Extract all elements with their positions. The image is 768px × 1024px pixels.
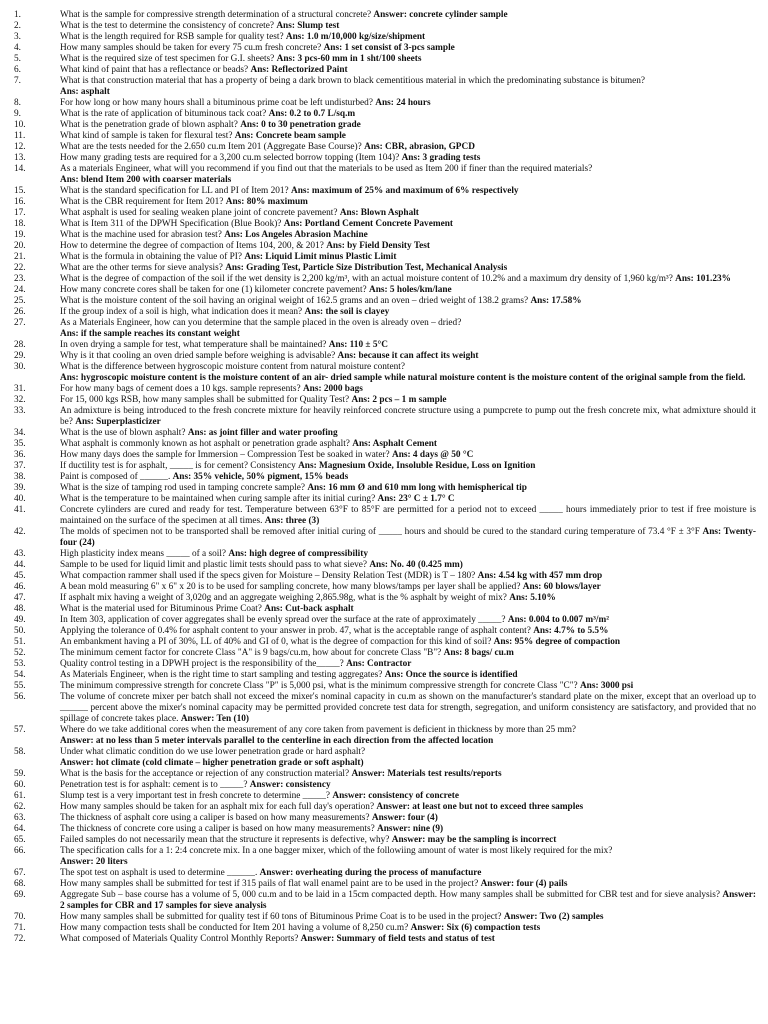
qa-item — [0, 318, 756, 340]
answer-text: Ans: Concrete beam sample — [234, 131, 346, 141]
answer-text: Ans: 110 ± 5°C — [328, 340, 388, 350]
item-number: 50. — [14, 626, 26, 636]
answer-text: Answer: consistency — [249, 780, 331, 790]
qa-item — [0, 43, 756, 54]
qa-item — [0, 263, 756, 274]
answer-text: Ans: 2 pcs – 1 m sample — [351, 395, 447, 405]
qa-item — [0, 626, 756, 637]
qa-item — [0, 131, 756, 142]
qa-item — [0, 32, 756, 43]
qa-item — [0, 450, 756, 461]
qa-item — [0, 769, 756, 780]
answer-text: Answer: Materials test results/reports — [351, 769, 502, 779]
item-number: 21. — [14, 252, 26, 262]
item-number: 19. — [14, 230, 26, 240]
answer-text: Answer: Two (2) samples — [503, 912, 604, 922]
question-text: How many samples should be taken for every 75 cu.m fresh concrete? — [60, 43, 322, 53]
question-text: Paint is composed of ______. — [60, 472, 171, 482]
question-text: In oven drying a sample for test, what temperature shall be maintained? — [60, 340, 327, 350]
answer-text: Ans: 60 blows/layer — [522, 582, 601, 592]
item-number: 63. — [14, 813, 26, 823]
question-text: The molds of specimen not to be transported shall be removed after initial curing of _____ hours and should be cured to the standard curing temperature of 73.4 °F ± 3°F — [60, 527, 700, 537]
answer-text: Ans: Portland Cement Concrete Pavement — [283, 219, 453, 229]
qa-item — [0, 692, 756, 725]
qa-item — [0, 835, 756, 846]
answer-text: Answer: at no less than 5 meter intervals parallel to the centerline in each direction from the affected location — [60, 736, 494, 746]
item-number: 70. — [14, 912, 26, 922]
question-text: How many days does the sample for Immersion – Compression Test be soaked in water? — [60, 450, 390, 460]
qa-item — [0, 648, 756, 659]
question-text: As Materials Engineer, when is the right time to start sampling and testing aggregates? — [60, 670, 383, 680]
question-text: What is the material used for Bituminous Prime Coat? — [60, 604, 262, 614]
question-text: Slump test is a very important test in fresh concrete to determine _____? — [60, 791, 331, 801]
item-number: 58. — [14, 747, 26, 757]
answer-text: Ans: 16 mm Ø and 610 mm long with hemispherical tip — [307, 483, 527, 493]
question-text: What asphalt is commonly known as hot asphalt or penetration grade asphalt? — [60, 439, 350, 449]
answer-text: Ans: 95% degree of compaction — [493, 637, 621, 647]
question-text: Why is it that cooling an oven dried sample before weighing is advisable? — [60, 351, 336, 361]
item-number: 3. — [14, 32, 21, 42]
item-number: 46. — [14, 582, 26, 592]
answer-text: Ans: three (3) — [264, 516, 320, 526]
answer-text: Answer: concrete cylinder sample — [373, 10, 508, 20]
question-text: How many grading tests are required for a 3,200 cu.m selected borrow topping (Item 104)? — [60, 153, 400, 163]
answer-text: Ans: CBR, abrasion, GPCD — [364, 142, 475, 152]
answer-text: Ans: Magnesium Oxide, Insoluble Residue, Loss on Ignition — [298, 461, 536, 471]
item-number: 30. — [14, 362, 26, 372]
item-number: 20. — [14, 241, 26, 251]
item-number: 61. — [14, 791, 26, 801]
qa-item — [0, 824, 756, 835]
answer-text: Answer: may be the sampling is incorrect — [391, 835, 557, 845]
qa-item — [0, 120, 756, 131]
question-text: What is the difference between hygroscopic moisture content from natural moisture content? — [60, 362, 405, 372]
question-text: How many samples shall be submitted for quality test if 60 tons of Bituminous Prime Coat is to be used in the project? — [60, 912, 502, 922]
item-number: 51. — [14, 637, 26, 647]
question-text: What kind of sample is taken for flexural test? — [60, 131, 233, 141]
item-number: 43. — [14, 549, 26, 559]
question-text: A bean mold measuring 6" x 6" x 20 is to be used for sampling concrete, how many blows/tamps per layer shall be applied? — [60, 582, 521, 592]
question-text: For 15, 000 kgs RSB, how many samples shall be submitted for Quality Test? — [60, 395, 350, 405]
question-text: High plasticity index means _____ of a soil? — [60, 549, 227, 559]
qa-item — [0, 560, 756, 571]
question-text: The volume of concrete mixer per batch shall not exceed the mixer's nominal capacity in cu.m as shown on the manufacturer's standard plate on the mixer, except that an overload up to ______ percent above the mixer's nominal capacity may be permitted provided concrete test data for strength, segregation, and uniform consistency are satisfactory, and provided that no spillage of concrete takes place. — [60, 692, 756, 724]
answer-text: Ans: Blown Asphalt — [339, 208, 419, 218]
answer-text: Ans: maximum of 25% and maximum of 6% respectively — [290, 186, 519, 196]
item-number: 8. — [14, 98, 21, 108]
qa-item — [0, 406, 756, 428]
answer-text: Ans: 2000 bags — [302, 384, 363, 394]
answer-text: Answer: four (4) pails — [480, 879, 568, 889]
item-number: 67. — [14, 868, 26, 878]
question-text: The minimum compressive strength for concrete Class "P" is 5,000 psi, what is the minimum compressive strength for concrete Class "C"? — [60, 681, 578, 691]
answer-text: Ans: 5.10% — [509, 593, 556, 603]
question-text: What is the length required for RSB sample for quality test? — [60, 32, 284, 42]
answer-text: Answer: overheating during the process of manufacture — [259, 868, 482, 878]
qa-item — [0, 439, 756, 450]
answer-text: Ans: as joint filler and water proofing — [187, 428, 338, 438]
question-text: In Item 303, application of cover aggregates shall be evenly spread over the surface at the rate of approximately _____? — [60, 615, 506, 625]
item-number: 39. — [14, 483, 26, 493]
answer-text: Ans: Grading Test, Particle Size Distribution Test, Mechanical Analysis — [225, 263, 508, 273]
qa-list — [0, 10, 756, 945]
item-number: 45. — [14, 571, 26, 581]
answer-text: Ans: 35% vehicle, 50% pigment, 15% beads — [172, 472, 349, 482]
qa-item — [0, 362, 756, 384]
answer-text: Ans: 17.58% — [530, 296, 582, 306]
question-text: An embankment having a PI of 30%, LL of 40% and GI of 0, what is the degree of compaction for this kind of soil? — [60, 637, 492, 647]
answer-text: Ans: 4.54 kg with 457 mm drop — [477, 571, 603, 581]
question-text: Quality control testing in a DPWH project is the responsibility of the_____? — [60, 659, 344, 669]
answer-text: Ans: Cut-back asphalt — [264, 604, 354, 614]
question-text: An admixture is being introduced to the fresh concrete mixture for heavily reinforced concrete structure using a pumpcrete to pump out the fresh concrete mix, what admixture should it be? — [60, 406, 756, 427]
qa-item — [0, 351, 756, 362]
answer-text: Ans: No. 40 (0.425 mm) — [369, 560, 463, 570]
question-text: What is the moisture content of the soil having an original weight of 162.5 grams and an oven – dried weight of 138.2 grams? — [60, 296, 529, 306]
qa-item — [0, 670, 756, 681]
answer-text: Ans: Reflectorized Paint — [250, 65, 348, 75]
question-text: How many samples shall be submitted for test if 315 pails of flat wall enamel paint are to be used in the project? — [60, 879, 479, 889]
answer-text: Answer: nine (9) — [377, 824, 444, 834]
item-number: 66. — [14, 846, 26, 856]
question-text: If asphalt mix having a weight of 3,020g and an aggregate weighing 2,865.98g, what is the % asphalt by weight of mix? — [60, 593, 507, 603]
question-text: The thickness of concrete core using a caliper is based on how many measurements? — [60, 824, 375, 834]
answer-text: Ans: because it can affect its weight — [337, 351, 479, 361]
question-text: What are the other terms for sieve analysis? — [60, 263, 223, 273]
item-number: 54. — [14, 670, 26, 680]
qa-item — [0, 494, 756, 505]
answer-text: Ans: asphalt — [60, 87, 110, 97]
question-text: How many concrete cores shall be taken for one (1) kilometer concrete pavement? — [60, 285, 367, 295]
answer-text: Ans: 3000 psi — [579, 681, 634, 691]
qa-item — [0, 307, 756, 318]
question-text: What is the use of blown asphalt? — [60, 428, 186, 438]
answer-text: Ans: 5 holes/km/lane — [369, 285, 452, 295]
item-number: 37. — [14, 461, 26, 471]
item-number: 12. — [14, 142, 26, 152]
question-text: Applying the tolerance of 0.4% for asphalt content to your answer in prob. 47, what is the acceptable range of asphalt content? — [60, 626, 531, 636]
qa-item — [0, 604, 756, 615]
qa-item — [0, 791, 756, 802]
answer-text: Answer: Ten (10) — [180, 714, 249, 724]
answer-text: Ans: the soil is clayey — [304, 307, 390, 317]
item-number: 17. — [14, 208, 26, 218]
qa-item — [0, 340, 756, 351]
qa-item — [0, 54, 756, 65]
question-text: What is the machine used for abrasion test? — [60, 230, 222, 240]
answer-text: Ans: 1 set consist of 3-pcs sample — [323, 43, 455, 53]
item-number: 10. — [14, 120, 26, 130]
answer-text: Ans: Asphalt Cement — [352, 439, 437, 449]
qa-item — [0, 681, 756, 692]
answer-text: Answer: four (4) — [371, 813, 438, 823]
item-number: 44. — [14, 560, 26, 570]
answer-text: Ans: 80% maximum — [225, 197, 308, 207]
question-text: Where do we take additional cores when the measurement of any core taken from pavement is deficient in thickness by more than 25 mm? — [60, 725, 577, 735]
item-number: 48. — [14, 604, 26, 614]
question-text: As a materials Engineer, what will you recommend if you find out that the materials to be used as Item 200 if finer than the required materials? — [60, 164, 593, 174]
qa-item — [0, 164, 756, 186]
answer-text: Ans: 23° C ± 1.7° C — [377, 494, 455, 504]
answer-text: Ans: 3 grading tests — [401, 153, 481, 163]
qa-item — [0, 846, 756, 868]
item-number: 14. — [14, 164, 26, 174]
answer-text: Ans: Once the source is identified — [384, 670, 518, 680]
item-number: 32. — [14, 395, 26, 405]
qa-item — [0, 10, 756, 21]
item-number: 65. — [14, 835, 26, 845]
answer-text: Answer: 20 liters — [60, 857, 128, 867]
question-text: If ductility test is for asphalt, _____ is for cement? Consistency — [60, 461, 296, 471]
qa-item — [0, 21, 756, 32]
question-text: Penetration test is for asphalt: cement is to _____? — [60, 780, 248, 790]
answer-text: Ans: 4.7% to 5.5% — [533, 626, 609, 636]
qa-item — [0, 780, 756, 791]
question-text: What kind of paint that has a reflectance or beads? — [60, 65, 249, 75]
item-number: 13. — [14, 153, 26, 163]
question-text: What is the temperature to be maintained when curing sample after its initial curing? — [60, 494, 376, 504]
qa-item — [0, 802, 756, 813]
item-number: 56. — [14, 692, 26, 702]
qa-item — [0, 527, 756, 549]
answer-text: Answer: at least one but not to exceed three samples — [376, 802, 584, 812]
question-text: What is the formula in obtaining the value of PI? — [60, 252, 243, 262]
question-text: The minimum cement factor for concrete Class "A" is 9 bags/cu.m, how about for concrete Class "B"? — [60, 648, 442, 658]
question-text: What is the test to determine the consistency of concrete? — [60, 21, 275, 31]
question-text: What is the rate of application of bituminous tack coat? — [60, 109, 267, 119]
item-number: 6. — [14, 65, 21, 75]
item-number: 26. — [14, 307, 26, 317]
item-number: 69. — [14, 890, 26, 900]
answer-text: Ans: Slump test — [276, 21, 340, 31]
item-number: 22. — [14, 263, 26, 273]
qa-item — [0, 395, 756, 406]
answer-text: Ans: 3 pcs-60 mm in 1 sht/100 sheets — [276, 54, 422, 64]
answer-text: Ans: 1.0 m/10,000 kg/size/shipment — [285, 32, 426, 42]
answer-text: Ans: Los Angeles Abrasion Machine — [224, 230, 368, 240]
question-text: What is Item 311 of the DPWH Specification (Blue Book)? — [60, 219, 282, 229]
item-number: 5. — [14, 54, 21, 64]
question-text: Sample to be used for liquid limit and plastic limit tests should pass to what sieve? — [60, 560, 368, 570]
question-text: What is the required size of test specimen for G.I. sheets? — [60, 54, 275, 64]
qa-item — [0, 483, 756, 494]
item-number: 42. — [14, 527, 26, 537]
item-number: 33. — [14, 406, 26, 416]
question-text: For how long or how many hours shall a bituminous prime coat be left undisturbed? — [60, 98, 373, 108]
answer-text: Answer: Six (6) compaction tests — [410, 923, 541, 933]
qa-item — [0, 879, 756, 890]
question-text: Under what climatic condition do we use lower penetration grade or hard asphalt? — [60, 747, 366, 757]
question-text: What is that construction material that has a property of being a dark brown to black cementitious material in which the predominating substance is bitumen? — [60, 76, 646, 86]
answer-text: Ans: 8 bags/ cu.m — [443, 648, 514, 658]
qa-item — [0, 285, 756, 296]
question-text: What is the degree of compaction of the soil if the wet density is 2,200 kg/m³, with an actual moisture content of 10.2% and a maximum dry density of 1,960 kg/m³? — [60, 274, 673, 284]
item-number: 1. — [14, 10, 21, 20]
item-number: 28. — [14, 340, 26, 350]
qa-item — [0, 219, 756, 230]
question-text: What is the penetration grade of blown asphalt? — [60, 120, 238, 130]
question-text: How many samples should be taken for an asphalt mix for each full day's operation? — [60, 802, 375, 812]
qa-item — [0, 208, 756, 219]
qa-item — [0, 461, 756, 472]
item-number: 18. — [14, 219, 26, 229]
answer-text: Ans: Twenty-four (24) — [60, 527, 756, 548]
item-number: 15. — [14, 186, 26, 196]
item-number: 11. — [14, 131, 26, 141]
answer-text: Ans: 0.2 to 0.7 L/sq.m — [268, 109, 356, 119]
item-number: 35. — [14, 439, 26, 449]
item-number: 52. — [14, 648, 26, 658]
question-text: The spot test on asphalt is used to determine ______. — [60, 868, 258, 878]
question-text: What is the size of tamping rod used in tamping concrete sample? — [60, 483, 306, 493]
answer-text: Ans: 24 hours — [375, 98, 431, 108]
question-text: Failed samples do not necessarily mean that the structure it represents is defective, why? — [60, 835, 390, 845]
qa-item — [0, 186, 756, 197]
qa-item — [0, 109, 756, 120]
question-text: Concrete cylinders are cured and ready for test. Temperature between 63°F to 85°F are permitted for a period not to exceed _____ hours immediately prior to test if free moisture is maintained on the surface of the specimen at all times. — [60, 505, 756, 526]
question-text: What is the basis for the acceptance or rejection of any construction material? — [60, 769, 350, 779]
qa-item — [0, 923, 756, 934]
item-number: 34. — [14, 428, 26, 438]
qa-item — [0, 230, 756, 241]
answer-text: Ans: 0 to 30 penetration grade — [240, 120, 361, 130]
qa-item — [0, 76, 756, 98]
qa-item — [0, 153, 756, 164]
qa-item — [0, 868, 756, 879]
question-text: The thickness of asphalt core using a caliper is based on how many measurements? — [60, 813, 370, 823]
question-text: What is the CBR requirement for Item 201? — [60, 197, 224, 207]
answer-text: Ans: high degree of compressibility — [228, 549, 368, 559]
qa-item — [0, 934, 756, 945]
qa-item — [0, 472, 756, 483]
item-number: 36. — [14, 450, 26, 460]
item-number: 29. — [14, 351, 26, 361]
answer-text: Ans: Liquid Limit minus Plastic Limit — [244, 252, 397, 262]
item-number: 64. — [14, 824, 26, 834]
qa-item — [0, 505, 756, 527]
item-number: 55. — [14, 681, 26, 691]
qa-item — [0, 747, 756, 769]
answer-text: Answer: 2 samples for CBR and 17 samples for sieve analysis — [60, 890, 756, 911]
answer-text: Answer: consistency of concrete — [332, 791, 459, 801]
question-text: What is the standard specification for LL and PI of Item 201? — [60, 186, 289, 196]
question-text: As a Materials Engineer, how can you determine that the sample placed in the oven is already oven – dried? — [60, 318, 462, 328]
qa-item — [0, 65, 756, 76]
answer-text: Ans: Contractor — [346, 659, 412, 669]
item-number: 25. — [14, 296, 26, 306]
item-number: 72. — [14, 934, 26, 944]
item-number: 27. — [14, 318, 26, 328]
answer-text: Ans: 0.004 to 0.007 m³/m² — [507, 615, 610, 625]
item-number: 2. — [14, 21, 21, 31]
qa-item — [0, 428, 756, 439]
qa-item — [0, 549, 756, 560]
answer-text: Ans: hygroscopic moisture content is the moisture content of an air- dried sample while natural moisture content is the moisture content of the original sample from the field. — [60, 373, 746, 383]
qa-item — [0, 274, 756, 285]
answer-text: Ans: blend Item 200 with coarser materials — [60, 175, 232, 185]
question-text: What is the sample for compressive strength determination of a structural concrete? — [60, 10, 372, 20]
qa-item — [0, 593, 756, 604]
qa-item — [0, 725, 756, 747]
qa-item — [0, 582, 756, 593]
qa-item — [0, 98, 756, 109]
answer-text: Ans: if the sample reaches its constant weight — [60, 329, 240, 339]
qa-item — [0, 384, 756, 395]
question-text: What asphalt is used for sealing weaken plane joint of concrete pavement? — [60, 208, 338, 218]
qa-item — [0, 637, 756, 648]
item-number: 9. — [14, 109, 21, 119]
qa-item — [0, 296, 756, 307]
qa-item — [0, 615, 756, 626]
item-number: 23. — [14, 274, 26, 284]
item-number: 4. — [14, 43, 21, 53]
question-text: What compaction rammer shall used if the specs given for Moisture – Density Relation Test (MDR) is T – 180? — [60, 571, 476, 581]
item-number: 60. — [14, 780, 26, 790]
qa-item — [0, 890, 756, 912]
item-number: 16. — [14, 197, 26, 207]
question-text: If the group index of a soil is high, what indication does it mean? — [60, 307, 303, 317]
qa-item — [0, 813, 756, 824]
item-number: 53. — [14, 659, 26, 669]
item-number: 71. — [14, 923, 26, 933]
question-text: The specification calls for a 1: 2:4 concrete mix. In a one bagger mixer, which of the followiing amount of water is most likely required for the mix? — [60, 846, 613, 856]
item-number: 59. — [14, 769, 26, 779]
qa-item — [0, 241, 756, 252]
answer-text: Ans: 4 days @ 50 °C — [392, 450, 474, 460]
answer-text: Answer: Summary of field tests and status of test — [300, 934, 495, 944]
question-text: Aggregate Sub – base course has a volume of 5, 000 cu.m and to be laid in a 15cm compacted depth. How many samples shall be submitted for CBR test and for sieve analysis? — [60, 890, 720, 900]
item-number: 57. — [14, 725, 26, 735]
item-number: 38. — [14, 472, 26, 482]
qa-item — [0, 197, 756, 208]
qa-item — [0, 571, 756, 582]
item-number: 31. — [14, 384, 26, 394]
item-number: 40. — [14, 494, 26, 504]
item-number: 62. — [14, 802, 26, 812]
answer-text: Ans: Superplasticizer — [75, 417, 161, 427]
item-number: 41. — [14, 505, 26, 515]
answer-text: Ans: by Field Density Test — [326, 241, 431, 251]
question-text: What composed of Materials Quality Control Monthly Reports? — [60, 934, 299, 944]
question-text: How to determine the degree of compaction of Items 104, 200, & 201? — [60, 241, 324, 251]
item-number: 24. — [14, 285, 26, 295]
item-number: 47. — [14, 593, 26, 603]
qa-item — [0, 142, 756, 153]
item-number: 68. — [14, 879, 26, 889]
question-text: For how many bags of cement does a 10 kgs. sample represents? — [60, 384, 301, 394]
item-number: 7. — [14, 76, 21, 86]
answer-text: Ans: 101.23% — [675, 274, 731, 284]
answer-text: Answer: hot climate (cold climate – higher penetration grade or soft asphalt) — [60, 758, 364, 768]
question-text: What are the tests needed for the 2.650 cu.m Item 201 (Aggregate Base Course)? — [60, 142, 362, 152]
item-number: 49. — [14, 615, 26, 625]
qa-item — [0, 659, 756, 670]
question-text: How many compaction tests shall be conducted for Item 201 having a volume of 8,250 cu.m? — [60, 923, 409, 933]
qa-item — [0, 252, 756, 263]
qa-item — [0, 912, 756, 923]
